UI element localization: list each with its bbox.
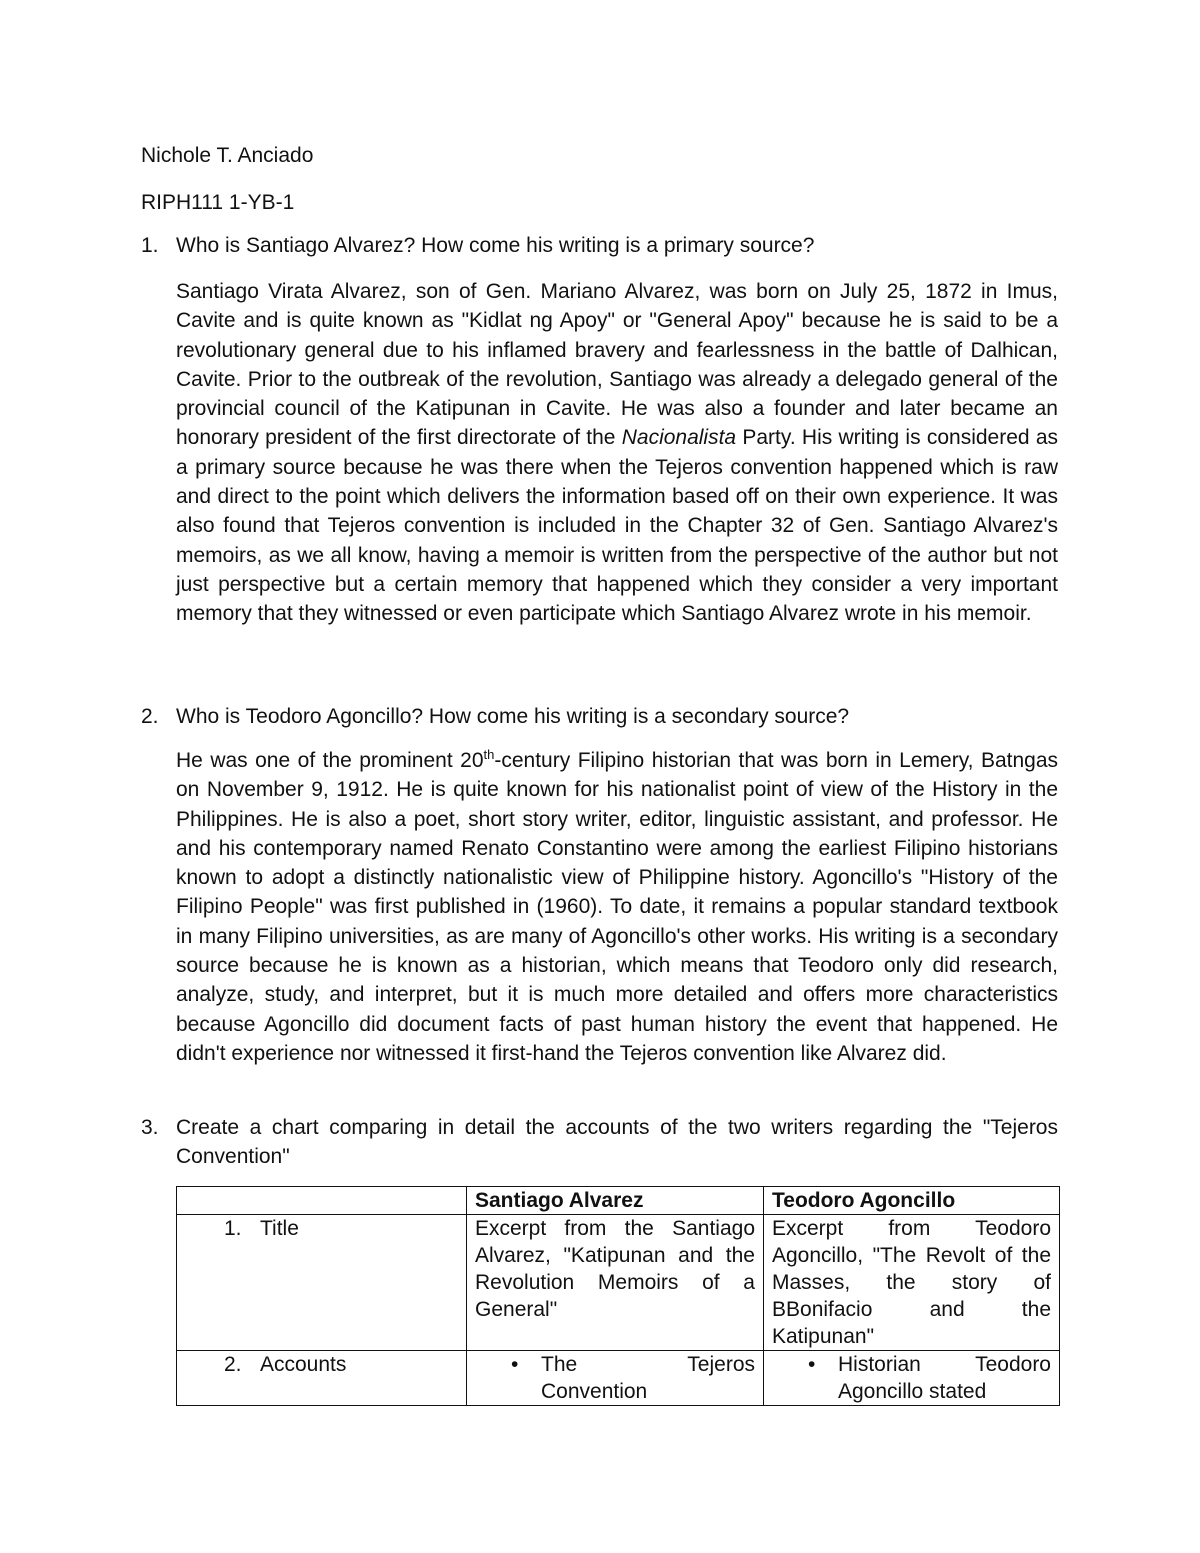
answer-1-part-a: Santiago Virata Alvarez, son of Gen. Mariano Alvarez, was born on July 25, 1872 in Imus, Cavite and is quite known as "Kidlat ng Apoy" or "General Apoy" because he is said to be a revolutionary general due to his inflamed bravery and fearlessness in the battle of Dalhican, Cavite. Prior to the outbreak of the revolution, Santiago was already a delegado general of the provincial council of the Katipunan in Cavite. He was also a founder and later became an honorary president of the first directorate of the xyxy=(176,280,1058,450)
table-row xyxy=(177,1351,1060,1406)
answer-1-part-b: Party. His writing is considered as a primary source because he was there when the Tejeros convention happened which is raw and direct to the point which delivers the information based off on their own experience. It was also found that Tejeros convention is included in the Chapter 32 of Gen. Santiago Alvarez's memoirs, as we all know, having a memoir is written from the perspective of the author but not just perspective but a certain memory that happened which they consider a very important memory that they witnessed or even participate which Santiago Alvarez wrote in his memoir. xyxy=(176,426,1058,626)
student-name: Nichole T. Anciado xyxy=(141,144,314,167)
question-1-text: Who is Santiago Alvarez? How come his writing is a primary source? xyxy=(176,234,815,257)
course-code: RIPH111 1-YB-1 xyxy=(141,191,295,214)
row-label-text: Title xyxy=(260,1217,299,1240)
cell-alvarez-title: Excerpt from the Santiago Alvarez, "Katipunan and the Revolution Memoirs of a General" xyxy=(467,1215,764,1351)
table-header-row xyxy=(177,1187,1060,1215)
question-2-number: 2. xyxy=(141,705,159,728)
bullet-item xyxy=(772,1351,1051,1405)
cell-alvarez-accounts xyxy=(467,1351,764,1406)
header-cell-alvarez: Santiago Alvarez xyxy=(467,1187,764,1215)
question-3-text: Create a chart comparing in detail the accounts of the two writers regarding the "Tejeros Convention" xyxy=(176,1116,1058,1168)
answer-1-italic: Nacionalista xyxy=(621,426,737,450)
comparison-table xyxy=(176,1186,1060,1406)
answer-2-part-b: -century Filipino historian that was born in Lemery, Batngas on November 9, 1912. He is quite known for his nationalist point of view of the History in the Philippines. He is also a poet, short story writer, editor, linguistic assistant, and professor. He and his contemporary named Renato Constantino were among the earliest Filipino historians known to adopt a distinctly nationalistic view of Philippine history. Agoncillo's "History of the Filipino People" was first published in (1960). To date, it remains a popular standard textbook in many Filipino universities, as are many of Agoncillo's other works. His writing is a secondary source because he is known as a historian, which means that Teodoro only did research, analyze, study, and interpret, but it is much more detailed and offers more characteristics because Agoncillo did document facts of past human history the event that happened. He didn't experience nor witnessed it first-hand the Tejeros convention like Alvarez did. xyxy=(176,749,1059,1065)
header-cell-empty xyxy=(177,1187,467,1215)
answer-2 xyxy=(176,746,1058,1068)
row-number: 1. xyxy=(224,1217,242,1240)
question-3-number: 3. xyxy=(141,1116,159,1139)
bullet-item xyxy=(475,1351,755,1405)
row-label-title xyxy=(177,1215,467,1351)
row-label-accounts xyxy=(177,1351,467,1406)
bullet-text: Historian Teodoro Agoncillo stated xyxy=(838,1353,1051,1403)
question-1-number: 1. xyxy=(141,234,159,257)
answer-2-superscript: th xyxy=(483,747,495,762)
answer-2-part-a: He was one of the prominent 20 xyxy=(176,749,484,772)
header-cell-agoncillo: Teodoro Agoncillo xyxy=(764,1187,1060,1215)
cell-agoncillo-accounts xyxy=(764,1351,1060,1406)
row-number: 2. xyxy=(224,1353,242,1376)
bullet-icon: • xyxy=(808,1353,816,1376)
cell-agoncillo-title: Excerpt from Teodoro Agoncillo, "The Revolt of the Masses, the story of BBonifacio and the Katipunan" xyxy=(764,1215,1060,1351)
answer-1 xyxy=(176,277,1058,629)
table-row xyxy=(177,1215,1060,1351)
question-2-text: Who is Teodoro Agoncillo? How come his writing is a secondary source? xyxy=(176,705,850,728)
row-label-text: Accounts xyxy=(260,1353,347,1376)
bullet-text: The Tejeros Convention xyxy=(541,1353,755,1403)
bullet-icon: • xyxy=(511,1353,519,1376)
